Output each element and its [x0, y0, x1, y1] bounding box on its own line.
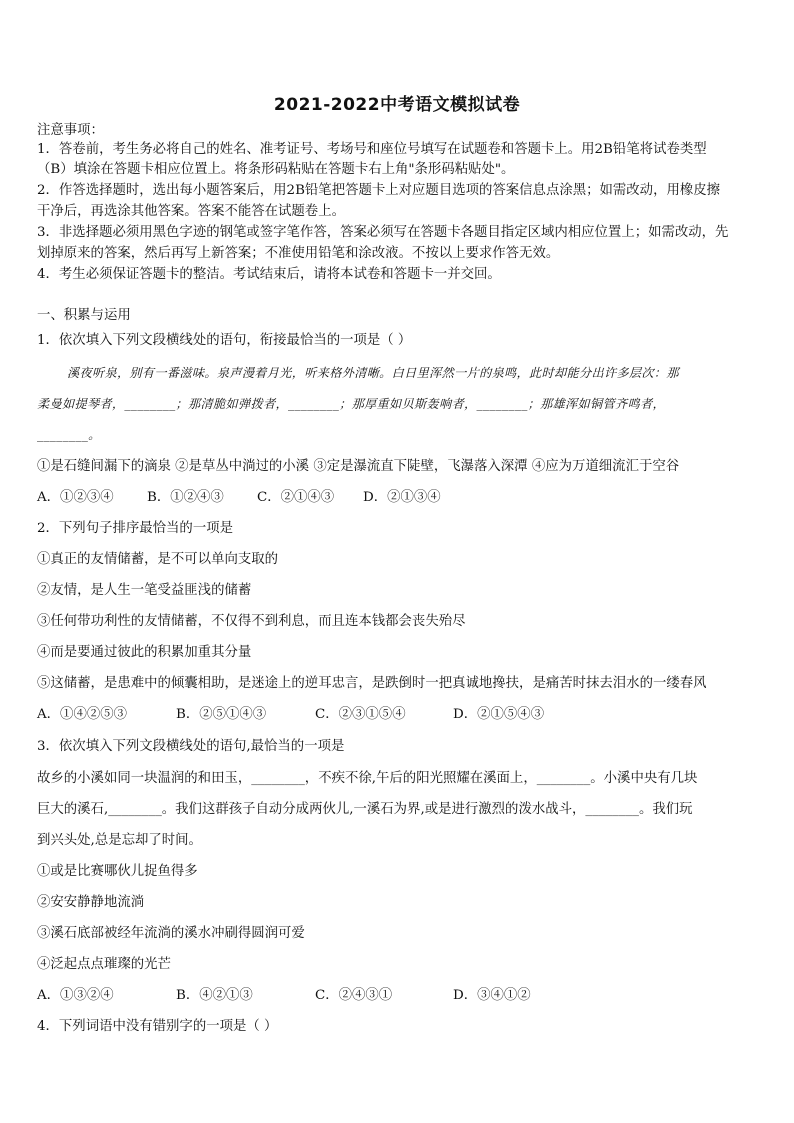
- page-title: 2021-2022中考语文模拟试卷: [273, 95, 521, 115]
- notice-line: 3．非选择题必须用黑色字迹的钢笔或签字笔作答，答案必须写在答题卡各题目指定区域内相应位置上；如需改动，先: [37, 225, 729, 240]
- question-3-item: ③溪石底部被经年流淌的溪水冲刷得圆润可爱: [37, 926, 305, 941]
- option-c[interactable]: C．②④③①: [315, 988, 393, 1003]
- option-d[interactable]: D．③④①②: [453, 988, 531, 1003]
- question-2-options: [37, 706, 759, 724]
- option-b[interactable]: B．①②④③: [147, 490, 224, 505]
- option-a[interactable]: A．①②③④: [37, 490, 114, 505]
- question-1-passage-line: 柔曼如提琴者，________；那清脆如弹拨者，________；那厚重如贝斯轰响者，________；那雄浑如铜管齐鸣者，: [37, 397, 665, 411]
- option-c[interactable]: C．②③①⑤④: [315, 707, 406, 722]
- option-a[interactable]: A．①③②④: [37, 988, 114, 1003]
- question-2-item: ③任何带功利性的友情储蓄，不仅得不到利息，而且连本钱都会丧失殆尽: [37, 614, 466, 629]
- question-3-passage-line: 巨大的溪石,________。我们这群孩子自动分成两伙儿,一溪石为界,或是进行激烈的泼水战斗，________。我们玩: [37, 802, 693, 817]
- question-3-stem: 3．依次填入下列文段横线处的语句,最恰当的一项是: [37, 739, 345, 754]
- section-heading: 一、积累与运用: [37, 308, 131, 323]
- option-d[interactable]: D．②①⑤④③: [453, 707, 545, 722]
- question-2-item: ②友情，是人生一笔受益匪浅的储蓄: [37, 583, 252, 598]
- question-3-passage-line: 到兴头处,总是忘却了时间。: [37, 833, 202, 848]
- question-3-item: ④泛起点点璀璨的光芒: [37, 957, 171, 972]
- question-1-passage-line: 溪夜听泉，别有一番滋味。泉声漫着月光，听来格外清晰。白日里浑然一片的泉鸣，此时却能分出许多层次：那: [67, 366, 679, 380]
- option-c[interactable]: C．②①④③: [257, 490, 335, 505]
- notice-line: 1．答卷前，考生务必将自己的姓名、准考证号、考场号和座位号填写在试题卷和答题卡上。用2B铅笔将试卷类型: [37, 142, 707, 157]
- question-3-item: ②安安静静地流淌: [37, 895, 145, 910]
- option-a[interactable]: A．①④②⑤③: [37, 707, 128, 722]
- question-2-stem: 2．下列句子排序最恰当的一项是: [37, 521, 233, 536]
- notice-line: 2．作答选择题时，选出每小题答案后，用2B铅笔把答题卡上对应题目选项的答案信息点涂黑；如需改动，用橡皮擦: [37, 183, 721, 198]
- question-2-item: ④而是要通过彼此的积累加重其分量: [37, 645, 252, 660]
- option-d[interactable]: D．②①③④: [363, 490, 441, 505]
- question-3-item: ①或是比赛哪伙儿捉鱼得多: [37, 864, 198, 879]
- question-2-item: ⑤这储蓄，是患难中的倾囊相助，是迷途上的逆耳忠言，是跌倒时一把真诚地搀扶，是痛苦时抹去泪水的一缕春风: [37, 676, 707, 691]
- option-b[interactable]: B．②⑤①④③: [176, 707, 267, 722]
- notice-heading: 注意事项：: [37, 123, 104, 138]
- question-2-item: ①真正的友情储蓄，是不可以单向支取的: [37, 552, 279, 567]
- question-1-passage-line: ________。: [37, 428, 101, 442]
- question-1-choices: ①是石缝间漏下的滴泉 ②是草丛中淌过的小溪 ③定是瀑流直下陡壁，飞瀑落入深潭 ④应为万道细流汇于空谷: [37, 459, 680, 474]
- question-3-options: [37, 987, 759, 1005]
- option-b[interactable]: B．④②①③: [176, 988, 253, 1003]
- notice-line: 干净后，再选涂其他答案。答案不能答在试题卷上。: [37, 204, 345, 219]
- question-1-options: [37, 489, 759, 507]
- question-1-stem: 1．依次填入下列文段横线处的语句，衔接最恰当的一项是（ ）: [37, 333, 412, 348]
- notice-line: 划掉原来的答案，然后再写上新答案；不准使用铅笔和涂改液。不按以上要求作答无效。: [37, 246, 560, 261]
- question-4-stem: 4．下列词语中没有错别字的一项是（ ）: [37, 1019, 278, 1034]
- question-3-passage-line: 故乡的小溪如同一块温润的和田玉，________，不疾不徐,午后的阳光照耀在溪面上，________。小溪中央有几块: [37, 771, 698, 786]
- notice-line: 4．考生必须保证答题卡的整洁。考试结束后，请将本试卷和答题卡一并交回。: [37, 267, 501, 282]
- notice-line: （B）填涂在答题卡相应位置上。将条形码粘贴在答题卡右上角"条形码粘贴处"。: [37, 162, 515, 177]
